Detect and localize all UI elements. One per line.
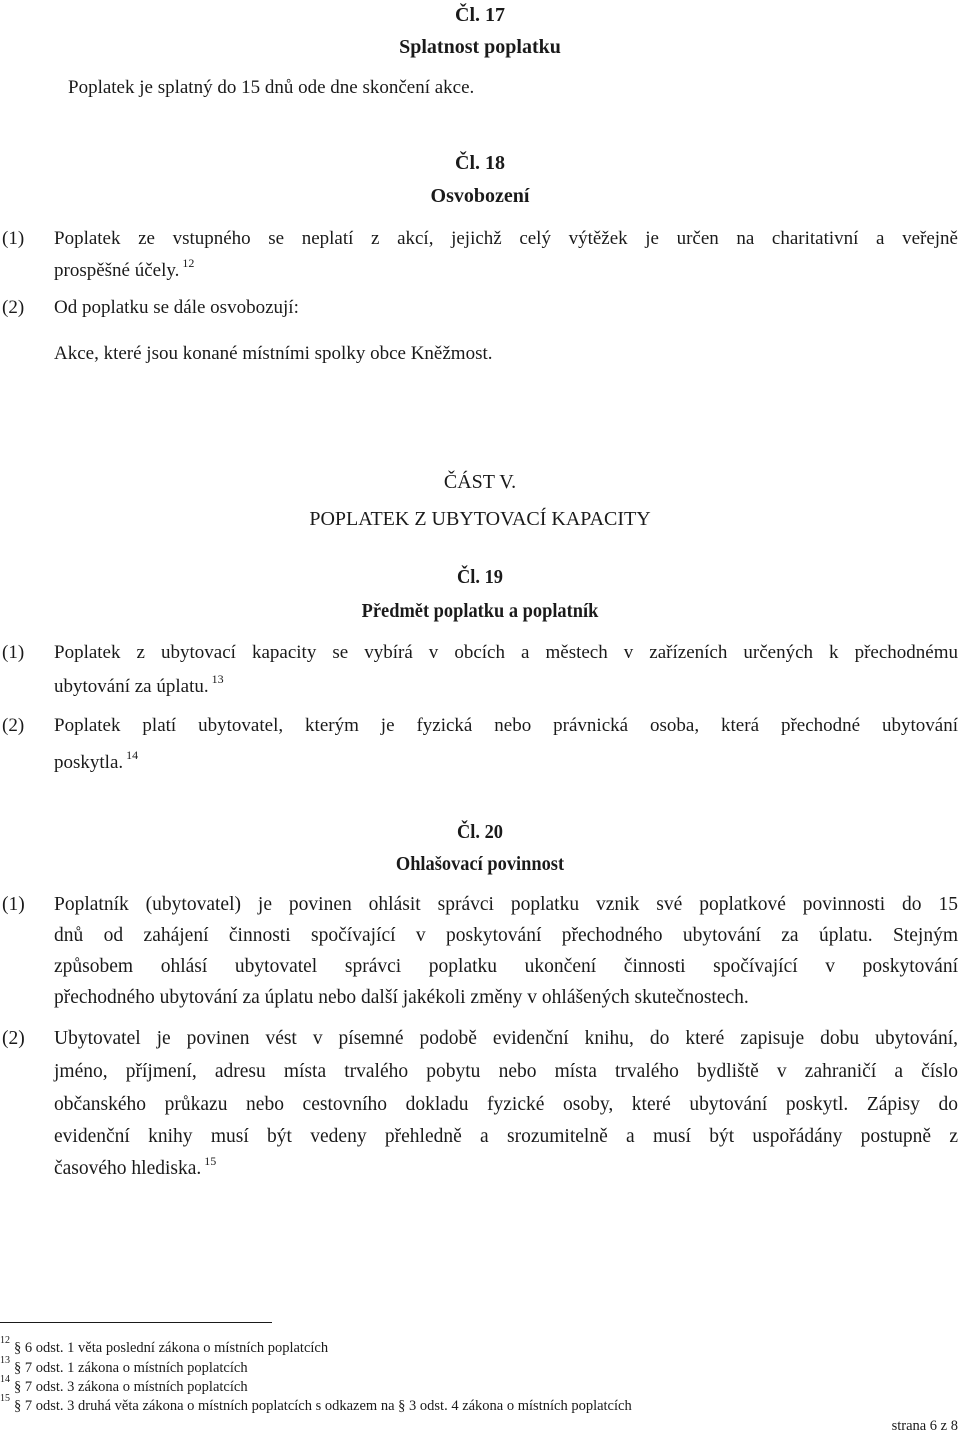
paragraph-line: Poplatek platí ubytovatel, kterým je fyzická nebo právnická osoba, která přechodné ubytování [54, 715, 958, 736]
paragraph-text: Od poplatku se dále osvobozují: [54, 297, 299, 318]
article-18-paragraph-2 [0, 297, 960, 321]
footnote-text: § 7 odst. 1 zákona o místních poplatcích [14, 1360, 248, 1376]
footnote-number: 14 [0, 1374, 10, 1385]
article-20-paragraph-1 [0, 894, 960, 1024]
footnote-number: 12 [0, 1335, 10, 1346]
paragraph-line-text: prospěšné účely. [54, 260, 180, 281]
part-title: POPLATEK Z UBYTOVACÍ KAPACITY [309, 508, 651, 530]
article-20-number: Čl. 20 [457, 821, 503, 843]
paragraph-line [54, 748, 138, 774]
paragraph-line [54, 672, 224, 698]
paragraph-line: občanského průkazu nebo cestovního dokladu fyzické osoby, které ubytování poskytl. Zápisy do [54, 1094, 958, 1115]
page-number: strana 6 z 8 [891, 1418, 958, 1434]
article-19-paragraph-1 [0, 642, 960, 702]
footnote-separator [0, 1322, 272, 1323]
article-19-number: Čl. 19 [457, 566, 503, 588]
article-20-title: Ohlašovací povinnost [395, 853, 565, 875]
paragraph-line: evidenční knihy musí být vedeny přehledně a srozumitelně a musí být uspořádány postupně z [54, 1126, 958, 1147]
paragraph-line-text: ubytování za úplatu. [54, 676, 209, 697]
footnote-text: § 7 odst. 3 zákona o místních poplatcích [14, 1379, 248, 1395]
footnote-text: § 7 odst. 3 druhá věta zákona o místních poplatcích s odkazem na § 3 odst. 4 zákona o místních poplatcích [14, 1398, 632, 1414]
article-17-text: Poplatek je splatný do 15 dnů ode dne skončení akce. [68, 77, 475, 98]
footnote-ref-13: 13 [211, 672, 224, 686]
footnote-number: 15 [0, 1393, 10, 1404]
paragraph-number: (2) [2, 715, 25, 736]
paragraph-line: přechodného ubytování za úplatu nebo další jakékoli změny v ohlášených skutečnostech. [54, 987, 749, 1008]
footnote-ref-12: 12 [182, 256, 195, 270]
article-18-title: Osvobození [430, 185, 530, 207]
paragraph-line: Poplatek z ubytovací kapacity se vybírá v obcích a městech v zařízeních určených k přechodnému [54, 642, 958, 663]
article-19-paragraph-2 [0, 715, 960, 775]
article-17-number: Čl. 17 [455, 4, 505, 26]
article-17-title: Splatnost poplatku [399, 36, 561, 58]
paragraph-line: jméno, příjmení, adresu místa trvalého pobytu nebo místa trvalého bydliště v zahraničí a číslo [54, 1061, 958, 1082]
paragraph-line: dnů od zahájení činnosti spočívající v poskytování přechodného ubytování za úplatu. Stejným [54, 925, 958, 946]
paragraph-line: způsobem ohlásí ubytovatel správci poplatku ukončení činnosti spočívající v poskytování [54, 956, 958, 977]
paragraph-line: Ubytovatel je povinen vést v písemné podobě evidenční knihu, do které zapisuje dobu ubytování, [54, 1028, 958, 1049]
article-18-number: Čl. 18 [455, 152, 505, 174]
paragraph-line: Poplatek ze vstupného se neplatí z akcí, jejichž celý výtěžek je určen na charitativní a veřejně [54, 228, 958, 249]
paragraph-number: (1) [2, 894, 25, 915]
footnote-number: 13 [0, 1355, 10, 1366]
exemption-item: Akce, které jsou konané místními spolky obce Kněžmost. [54, 343, 493, 364]
paragraph-number: (1) [2, 228, 25, 249]
footnote-ref-14: 14 [126, 748, 139, 762]
paragraph-line-text: časového hlediska. [54, 1158, 202, 1179]
paragraph-line: Poplatník (ubytovatel) je povinen ohlásit správci poplatku vznik své poplatkové povinnosti do 15 [54, 894, 958, 915]
footnote-ref-15: 15 [204, 1154, 217, 1168]
paragraph-number: (2) [2, 1028, 25, 1049]
paragraph-number: (2) [2, 297, 25, 318]
part-label: ČÁST V. [443, 471, 517, 493]
article-19-title: Předmět poplatku a poplatník [361, 600, 599, 622]
paragraph-line-text: poskytla. [54, 752, 124, 773]
paragraph-line [54, 256, 194, 282]
paragraph-number: (1) [2, 642, 25, 663]
footnote-text: § 6 odst. 1 věta poslední zákona o místních poplatcích [14, 1340, 329, 1356]
article-18-paragraph-1 [0, 228, 960, 288]
paragraph-line [54, 1154, 216, 1180]
article-20-paragraph-2 [0, 1028, 960, 1188]
